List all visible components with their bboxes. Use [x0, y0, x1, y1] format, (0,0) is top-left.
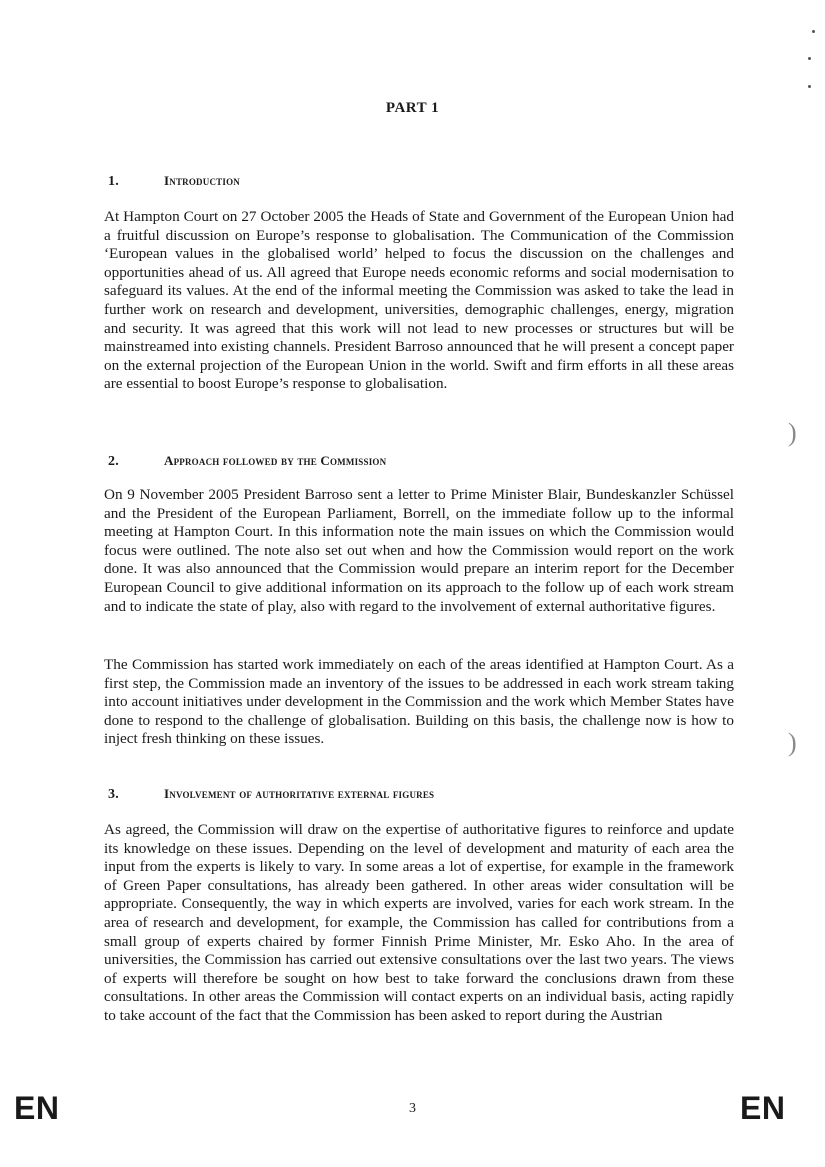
section-heading-approach — [108, 453, 386, 470]
section-heading-involvement — [108, 786, 434, 803]
footer-language-code-left: EN — [14, 1090, 60, 1126]
paragraph: The Commission has started work immediately on each of the areas identified at Hampton Court. As a first step, the Commission made an inventory of the issues to be addressed in each work stream taking into account initiatives under development in the Commission and the work which Member States have done to respond to the challenge of globalisation. Building on this basis, the challenge now is how to inject fresh thinking on these issues. — [104, 656, 734, 748]
paragraph: At Hampton Court on 27 October 2005 the Heads of State and Government of the European Union had a fruitful discussion on Europe’s response to globalisation. The Communication of the Commission ‘European values in the globalised world’ helped to focus the discussion on the challenges and opportunities ahead of us. All agreed that Europe needs economic reforms and social modernisation to safeguard its values. At the end of the informal meeting the Commission was asked to take the lead in further work on research and development, universities, demographic challenges, energy, migration and security. It was agreed that this work will not lead to new processes or structures but will be mainstreamed into existing channels. President Barroso announced that he will present a concept paper on the external projection of the European Union in the world. Swift and firm efforts in all these areas are essential to boost Europe’s response to globalisation. — [104, 208, 734, 393]
page-number: 3 — [409, 1101, 416, 1116]
margin-bracket-mark: ) — [788, 728, 797, 757]
scan-speck — [808, 85, 811, 88]
section-number: 1. — [108, 174, 119, 189]
paragraph: On 9 November 2005 President Barroso sent a letter to Prime Minister Blair, Bundeskanzler Schüssel and the President of the European Parliament, Borrell, on the immediate follow up to the informal meeting at Hampton Court. In this information note the main issues on which the Commission would focus were outlined. The note also set out when and how the Commission would report on the work done. It was also announced that the Commission would prepare an interim report for the December European Council to give additional information on its approach to the follow up of each work stream and to indicate the state of play, also with regard to the involvement of external authoritative figures. — [104, 486, 734, 615]
part-title: PART 1 — [385, 100, 440, 116]
section-title: Introduction — [164, 173, 240, 188]
footer-language-code-right: EN — [740, 1090, 786, 1126]
scan-speck — [812, 30, 815, 33]
margin-bracket-mark: ) — [788, 418, 797, 447]
section-title: Involvement of authoritative external figures — [164, 786, 435, 801]
section-number: 3. — [108, 787, 119, 802]
section-heading-introduction — [108, 173, 240, 190]
section-title: Approach followed by the Commission — [164, 453, 387, 468]
scan-speck — [808, 57, 811, 60]
section-number: 2. — [108, 454, 119, 469]
paragraph: As agreed, the Commission will draw on the expertise of authoritative figures to reinforce and update its knowledge on these issues. Depending on the level of development and maturity of each area the input from the experts is likely to vary. In some areas a lot of expertise, for example in the framework of Green Paper consultations, has already been gathered. In other areas wider consultation will be appropriate. Consequently, the way in which experts are involved, varies for each work stream. In the area of research and development, for example, the Commission has called for contributions from a small group of experts chaired by former Finnish Prime Minister, Mr. Esko Aho. In the area of universities, the Commission has carried out extensive consultations over the last two years. The views of experts will therefore be sought on how best to take forward the conclusions drawn from these consultations. In other areas the Commission will contact experts on an individual basis, acting rapidly to take account of the fact that the Commission has been asked to report during the Austrian — [104, 821, 734, 1024]
